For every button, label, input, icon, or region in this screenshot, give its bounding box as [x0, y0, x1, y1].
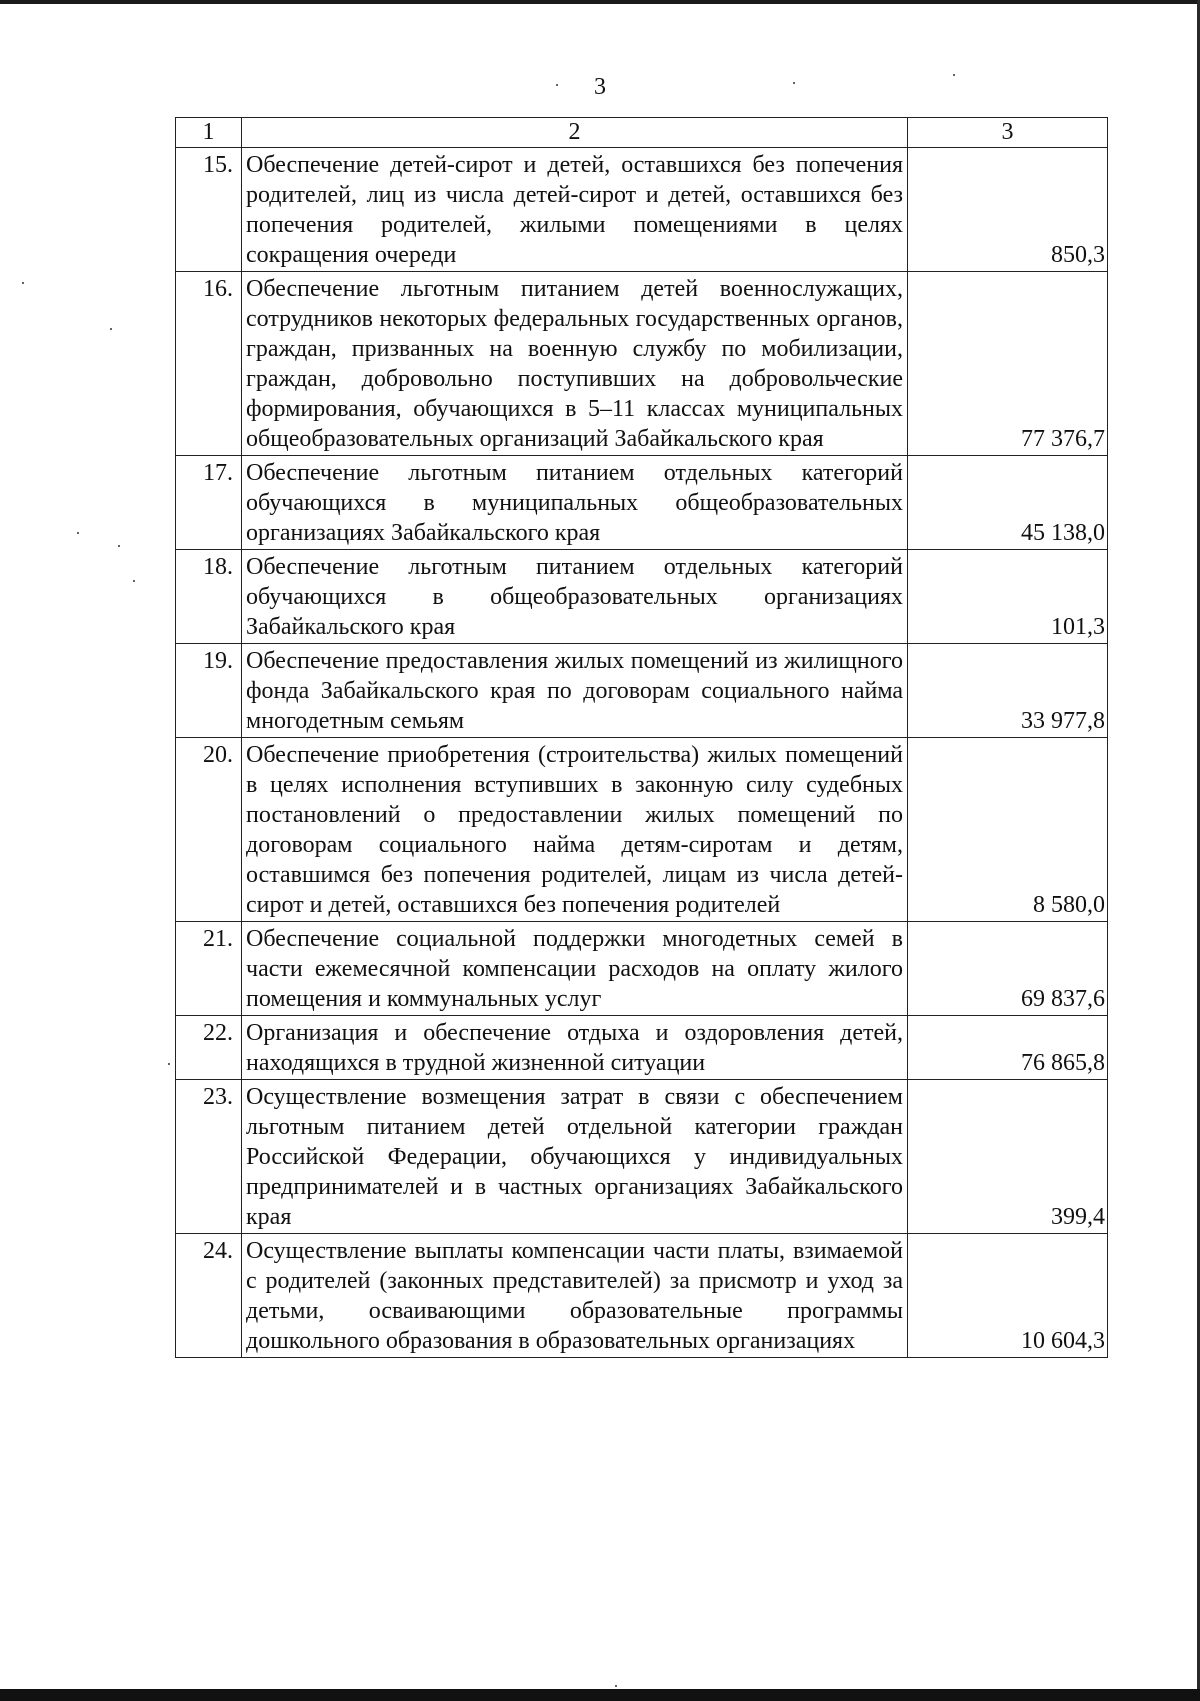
row-amount: 69 837,6	[908, 922, 1108, 1016]
table-row	[176, 148, 1108, 272]
row-number: 20.	[176, 738, 242, 922]
row-amount: 10 604,3	[908, 1234, 1108, 1358]
row-description: Обеспечение приобретения (строительства) жилых помещений в целях исполнения вступивших в законную силу судебных постановлений о предоставлении жилых помещений по договорам социального найма детям-сиротам и детям, оставшимся без попечения родителей, лицам из числа детей-сирот и детей, оставшихся без попечения родителей	[242, 738, 908, 922]
row-description: Обеспечение льготным питанием отдельных категорий обучающихся в муниципальных общеобразовательных организациях Забайкальского края	[242, 456, 908, 550]
scan-speck	[133, 580, 135, 582]
table-header-row	[176, 118, 1108, 148]
table-row	[176, 1234, 1108, 1358]
row-amount: 850,3	[908, 148, 1108, 272]
row-description: Обеспечение социальной поддержки многодетных семей в части ежемесячной компенсации расходов на оплату жилого помещения и коммунальных услуг	[242, 922, 908, 1016]
row-description: Обеспечение льготным питанием детей военнослужащих, сотрудников некоторых федеральных государственных органов, граждан, призванных на военную службу по мобилизации, граждан, добровольно поступивших на добровольческие формирования, обучающихся в 5–11 классах муниципальных общеобразовательных организаций Забайкальского края	[242, 272, 908, 456]
scan-speck	[22, 282, 24, 284]
row-number: 23.	[176, 1080, 242, 1234]
scan-top-edge	[0, 0, 1200, 4]
row-description: Обеспечение льготным питанием отдельных категорий обучающихся в общеобразовательных организациях Забайкальского края	[242, 550, 908, 644]
row-number: 22.	[176, 1016, 242, 1080]
table-row	[176, 922, 1108, 1016]
row-amount: 77 376,7	[908, 272, 1108, 456]
row-amount: 76 865,8	[908, 1016, 1108, 1080]
row-amount: 399,4	[908, 1080, 1108, 1234]
row-description: Обеспечение детей-сирот и детей, оставшихся без попечения родителей, лиц из числа детей-сирот и детей, оставшихся без попечения родителей, жилыми помещениями в целях сокращения очереди	[242, 148, 908, 272]
scan-bottom-edge	[0, 1689, 1200, 1701]
budget-table	[175, 117, 1108, 1358]
row-number: 16.	[176, 272, 242, 456]
row-amount: 101,3	[908, 550, 1108, 644]
table-row	[176, 272, 1108, 456]
table-row	[176, 738, 1108, 922]
row-amount: 45 138,0	[908, 456, 1108, 550]
table-row	[176, 456, 1108, 550]
row-number: 24.	[176, 1234, 242, 1358]
row-description: Обеспечение предоставления жилых помещений из жилищного фонда Забайкальского края по договорам социального найма многодетным семьям	[242, 644, 908, 738]
scan-speck	[110, 328, 112, 330]
row-number: 18.	[176, 550, 242, 644]
row-number: 19.	[176, 644, 242, 738]
row-description: Организация и обеспечение отдыха и оздоровления детей, находящихся в трудной жизненной ситуации	[242, 1016, 908, 1080]
row-amount: 33 977,8	[908, 644, 1108, 738]
scan-speck	[77, 532, 79, 534]
column-header: 1	[176, 118, 242, 148]
page-number: 3	[594, 74, 606, 100]
row-number: 21.	[176, 922, 242, 1016]
scan-speck	[168, 1063, 170, 1065]
row-description: Осуществление возмещения затрат в связи с обеспечением льготным питанием детей отдельной категории граждан Российской Федерации, обучающихся у индивидуальных предпринимателей и в частных организациях Забайкальского края	[242, 1080, 908, 1234]
table-row	[176, 1016, 1108, 1080]
scan-speck	[118, 545, 120, 547]
table-row	[176, 644, 1108, 738]
row-number: 17.	[176, 456, 242, 550]
column-header: 3	[908, 118, 1108, 148]
row-amount: 8 580,0	[908, 738, 1108, 922]
column-header: 2	[242, 118, 908, 148]
scan-speck	[615, 1685, 617, 1687]
row-description: Осуществление выплаты компенсации части платы, взимаемой с родителей (законных представителей) за присмотр и уход за детьми, осваивающими образовательные программы дошкольного образования в образовательных организациях	[242, 1234, 908, 1358]
row-number: 15.	[176, 148, 242, 272]
table-row	[176, 550, 1108, 644]
table-row	[176, 1080, 1108, 1234]
